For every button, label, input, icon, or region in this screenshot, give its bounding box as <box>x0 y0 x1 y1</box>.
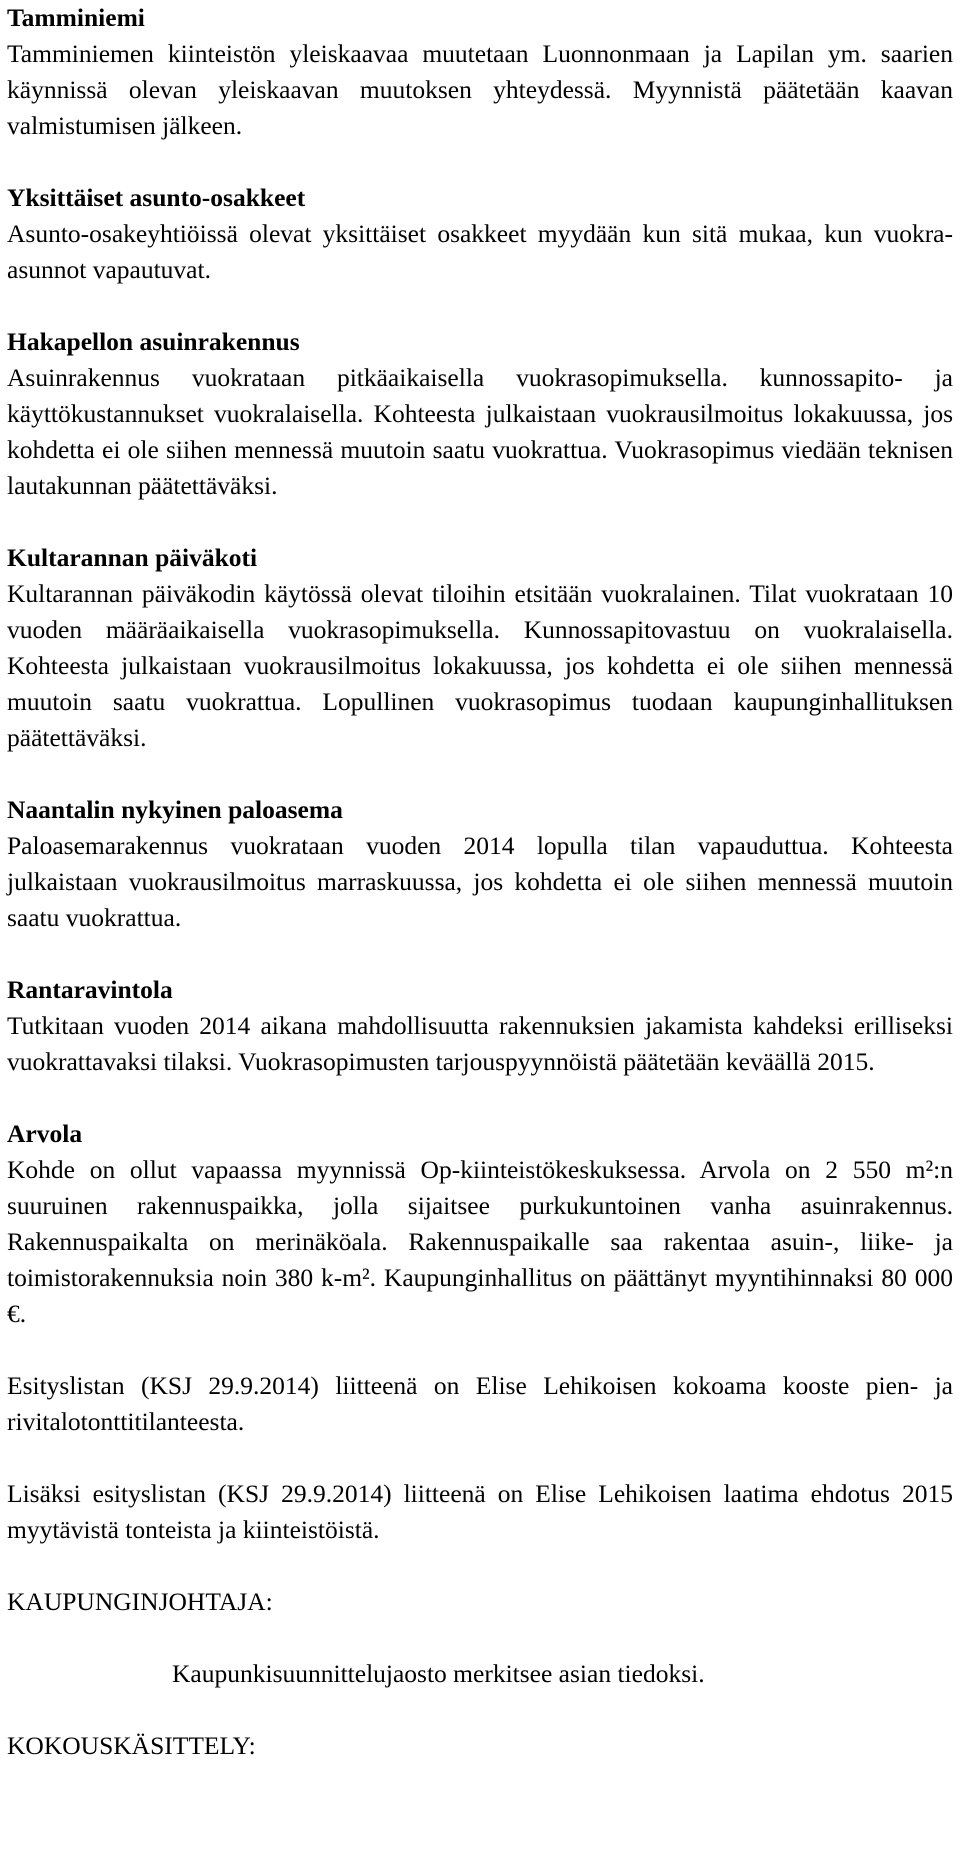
attachment-note-2: Lisäksi esityslistan (KSJ 29.9.2014) liitteenä on Elise Lehikoisen laatima ehdotus 2015 myytävistä tonteista ja kiinteistöistä. <box>7 1479 953 1544</box>
section-text: Kultarannan päiväkodin käytössä olevat tiloihin etsitään vuokralainen. Tilat vuokrataan 10 vuoden määräaikaisella vuokrasopimuksella. Kunnossapitovastuu on vuokralaisella. Kohteesta julkaistaan vuokrausilmoitus lokakuussa, jos kohdetta ei ole siihen mennessä muutoin saatu vuokrattua. Lopullinen vuokrasopimus tuodaan kaupunginhallituksen päätettäväksi. <box>7 579 953 752</box>
section-heading: Tamminiemi <box>7 3 145 32</box>
proposal-text: Kaupunkisuunnittelujaosto merkitsee asian tiedoksi. <box>172 1659 705 1688</box>
section-text: Paloasemarakennus vuokrataan vuoden 2014 lopulla tilan vapauduttua. Kohteesta julkaistaan vuokrausilmoitus marraskuussa, jos kohdetta ei ole siihen mennessä muutoin saatu vuokrattua. <box>7 831 953 932</box>
section-text: Tutkitaan vuoden 2014 aikana mahdollisuutta rakennuksien jakamista kahdeksi erilliseksi vuokrattavaksi tilaksi. Vuokrasopimusten tarjouspyynnöistä päätetään keväällä 2015. <box>7 1011 953 1076</box>
spacer <box>7 1080 953 1116</box>
meeting-label: KOKOUSKÄSITTELY: <box>7 1731 256 1760</box>
section-tamminiemi <box>7 0 953 144</box>
spacer <box>7 504 953 540</box>
spacer <box>7 1440 953 1476</box>
section-text: Kohde on ollut vapaassa myynnissä Op-kiinteistökeskuksessa. Arvola on 2 550 m²:n suuruinen rakennuspaikka, jolla sijaitsee purkukuntoinen vanha asuinrakennus. Rakennuspaikalta on merinäköala. Rakennuspaikalle saa rakentaa asuin-, liike- ja toimistorakennuksia noin 380 k-m². Kaupunginhallitus on päättänyt myyntihinnaksi 80 000 €. <box>7 1155 953 1328</box>
spacer <box>7 1620 953 1656</box>
attachment-note-1: Esityslistan (KSJ 29.9.2014) liitteenä on Elise Lehikoisen kokoama kooste pien- ja rivitalotonttitilanteesta. <box>7 1371 953 1436</box>
spacer <box>7 1692 953 1728</box>
spacer <box>7 936 953 972</box>
spacer <box>7 288 953 324</box>
section-heading: Hakapellon asuinrakennus <box>7 327 300 356</box>
section-arvola <box>7 1116 953 1332</box>
section-heading: Arvola <box>7 1119 83 1148</box>
mayor-label: KAUPUNGINJOHTAJA: <box>7 1587 273 1616</box>
section-heading: Yksittäiset asunto-osakkeet <box>7 183 306 212</box>
document-page <box>7 0 953 1764</box>
section-text: Asuinrakennus vuokrataan pitkäaikaisella vuokrasopimuksella. kunnossapito- ja käyttökustannukset vuokralaisella. Kohteesta julkaistaan vuokrausilmoitus lokakuussa, jos kohdetta ei ole siihen mennessä muutoin saatu vuokrattua. Vuokrasopimus viedään teknisen lautakunnan päätettäväksi. <box>7 363 953 500</box>
spacer <box>7 144 953 180</box>
spacer <box>7 1332 953 1368</box>
section-heading: Rantaravintola <box>7 975 173 1004</box>
section-rantaravintola <box>7 972 953 1080</box>
section-text: Tamminiemen kiinteistön yleiskaavaa muutetaan Luonnonmaan ja Lapilan ym. saarien käynnissä olevan yleiskaavan muutoksen yhteydessä. Myynnistä päätetään kaavan valmistumisen jälkeen. <box>7 39 953 140</box>
section-heading: Kultarannan päiväkoti <box>7 543 258 572</box>
section-heading: Naantalin nykyinen paloasema <box>7 795 343 824</box>
section-kultaranta <box>7 540 953 756</box>
section-paloasema <box>7 792 953 936</box>
spacer <box>7 756 953 792</box>
section-asunto-osakkeet <box>7 180 953 288</box>
section-hakapelto <box>7 324 953 504</box>
section-text: Asunto-osakeyhtiöissä olevat yksittäiset osakkeet myydään kun sitä mukaa, kun vuokra-asunnot vapautuvat. <box>7 219 953 284</box>
spacer <box>7 1548 953 1584</box>
